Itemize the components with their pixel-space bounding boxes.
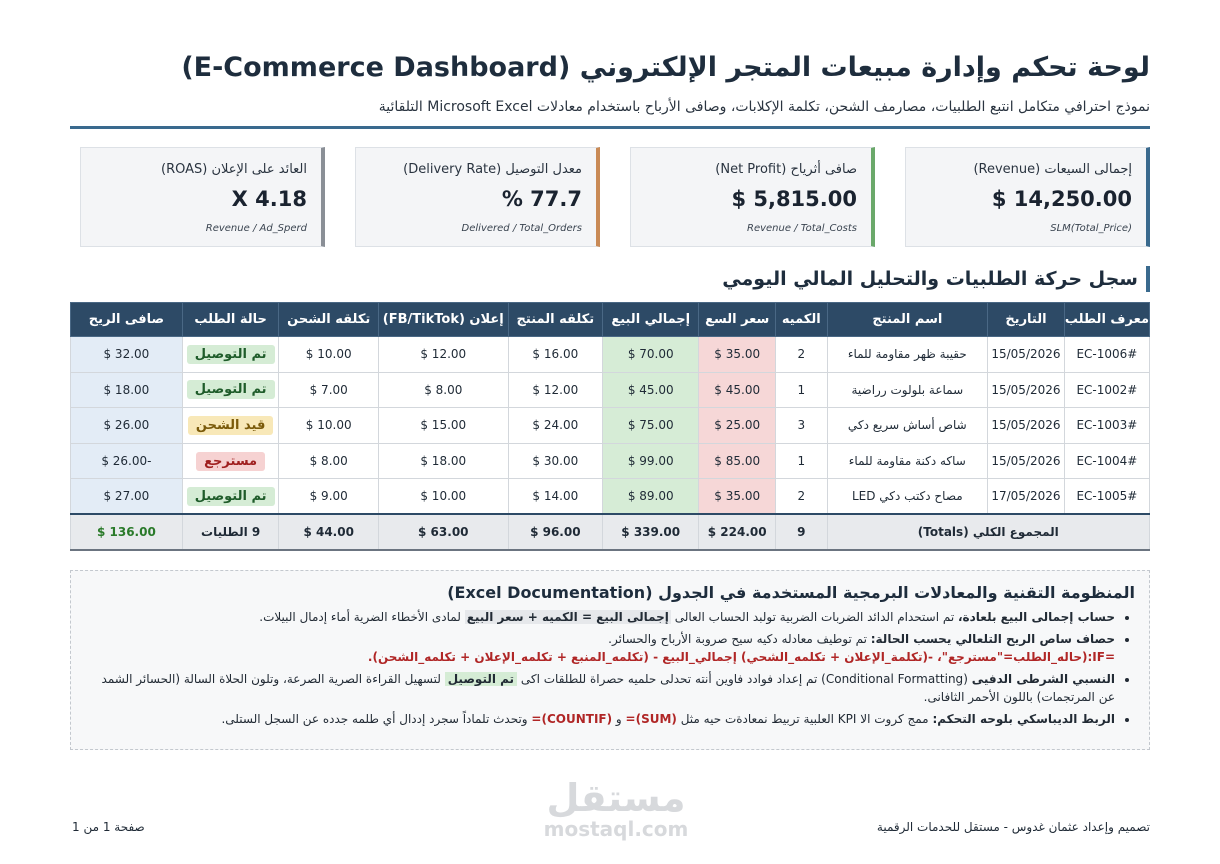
kpi-label: معدل التوصيل (Delivery Rate) xyxy=(403,162,582,177)
totals-price: $ 224.00 xyxy=(699,514,776,550)
documentation-list xyxy=(85,608,1135,728)
net-profit: $ 18.00 xyxy=(71,372,183,408)
title-divider xyxy=(70,126,1150,129)
totals-ads: $ 63.00 xyxy=(378,514,508,550)
product-cost: $ 16.00 xyxy=(508,337,602,373)
kpi-formula: Revenue / Ad_Sperd xyxy=(205,223,307,234)
order-date: 15/05/2026 xyxy=(988,443,1065,479)
order-id: #EC-1006 xyxy=(1064,337,1149,373)
status-badge: مسترجع xyxy=(196,452,265,471)
kpi-value: X 4.18 xyxy=(231,187,307,211)
order-status xyxy=(182,408,279,444)
column-header[interactable]: تكلقه المنتج xyxy=(508,303,602,337)
list-item xyxy=(85,608,1115,626)
sale-total: $ 70.00 xyxy=(603,337,699,373)
shipping-cost: $ 10.00 xyxy=(279,337,378,373)
ad-cost: $ 10.00 xyxy=(378,479,508,515)
kpi-label: إجمالى السيعات (Revenue) xyxy=(973,162,1132,177)
sale-total: $ 89.00 xyxy=(603,479,699,515)
list-item xyxy=(85,710,1115,728)
order-id: #EC-1002 xyxy=(1064,372,1149,408)
sale-total: $ 45.00 xyxy=(603,372,699,408)
product-cost: $ 24.00 xyxy=(508,408,602,444)
kpi-value: $ 5,815.00 xyxy=(731,187,857,211)
table-row[interactable] xyxy=(71,408,1150,444)
net-profit: $ 27.00 xyxy=(71,479,183,515)
product-cost: $ 14.00 xyxy=(508,479,602,515)
list-item xyxy=(85,670,1115,706)
net-profit: $ 26.00 xyxy=(71,408,183,444)
order-date: 15/05/2026 xyxy=(988,408,1065,444)
kpi-cards xyxy=(80,147,1150,247)
item-text: لمادى الأخطاء الضرية أماء إدمال البيلات. xyxy=(259,610,465,624)
item-highlight: تم التوصيل xyxy=(445,672,517,686)
unit-price: $ 25.00 xyxy=(699,408,776,444)
product-name: مصاح دكتب دكي LED xyxy=(827,479,988,515)
item-text: و xyxy=(612,712,626,726)
kpi-card-roas xyxy=(80,147,325,247)
order-status xyxy=(182,337,279,373)
sale-total: $ 75.00 xyxy=(603,408,699,444)
quantity: 3 xyxy=(776,408,828,444)
orders-table xyxy=(70,302,1150,551)
unit-price: $ 45.00 xyxy=(699,372,776,408)
documentation-title: المنظومة التقنية والمعادلات البرمجية المستخدمة في الجدول (Excel Documentation) xyxy=(447,583,1135,602)
totals-orders: 9 الطليات xyxy=(182,514,279,550)
column-header[interactable]: سعر السع xyxy=(699,303,776,337)
order-date: 15/05/2026 xyxy=(988,372,1065,408)
column-header[interactable]: إعلان (FB/TikTok) xyxy=(378,303,508,337)
order-id: #EC-1004 xyxy=(1064,443,1149,479)
mostaql-watermark xyxy=(536,778,696,840)
net-profit: $ 26.00- xyxy=(71,443,183,479)
unit-price: $ 35.00 xyxy=(699,479,776,515)
column-header[interactable]: تكلقه الشحن xyxy=(279,303,378,337)
item-text: تم استحدام الدائد الضربات الضربية تولبد الحساب العالى xyxy=(670,610,958,624)
status-badge: تم التوصيل xyxy=(187,487,275,506)
watermark-arabic: مستقل xyxy=(546,776,686,820)
totals-profit: $ 136.00 xyxy=(71,514,183,550)
table-row[interactable] xyxy=(71,372,1150,408)
kpi-card-net-profit xyxy=(630,147,875,247)
documentation-box xyxy=(70,570,1150,750)
shipping-cost: $ 8.00 xyxy=(279,443,378,479)
status-badge: قيد الشحن xyxy=(188,416,274,435)
order-id: #EC-1005 xyxy=(1064,479,1149,515)
product-cost: $ 30.00 xyxy=(508,443,602,479)
unit-price: $ 35.00 xyxy=(699,337,776,373)
item-formula: =IF:(حاله_الطلب="مسترجع"، -(تكلمة_الإعلان + تكلمه_الشحي) إجمالي_البيع - (تكلمه_المنبع + تكلمه_الإعلان + تكلمه_الشحن). xyxy=(367,650,1115,664)
item-text: تم توطيف معادله دكيه سيح صروبة الأرباح والحسائر. xyxy=(608,632,871,646)
product-cost: $ 12.00 xyxy=(508,372,602,408)
kpi-formula: SLM(Total_Price) xyxy=(1050,223,1132,234)
quantity: 1 xyxy=(776,372,828,408)
order-date: 17/05/2026 xyxy=(988,479,1065,515)
shipping-cost: $ 7.00 xyxy=(279,372,378,408)
ad-cost: $ 15.00 xyxy=(378,408,508,444)
kpi-formula: Delivered / Total_Orders xyxy=(461,223,582,234)
item-formula: إجمالى البيع = الكميه + سعر البيع xyxy=(466,610,669,624)
shipping-cost: $ 10.00 xyxy=(279,408,378,444)
item-text: (Conditional Formatting) تم إعداد فوادد فاوين أنته تحدلى حلميه حصراة للطلقات اكى xyxy=(517,672,972,686)
totals-sale: $ 339.00 xyxy=(603,514,699,550)
table-row[interactable] xyxy=(71,479,1150,515)
footer-page-number: صفحة 1 من 1 xyxy=(72,820,145,834)
order-status xyxy=(182,443,279,479)
footer-credit: تصميم وإعداد عثمان غدوس - مستقل للحدمات الرقمية xyxy=(876,820,1150,834)
net-profit: $ 32.00 xyxy=(71,337,183,373)
ad-cost: $ 12.00 xyxy=(378,337,508,373)
item-heading: الربط الديباسكي بلوحه التحكم: xyxy=(932,712,1115,726)
sale-total: $ 99.00 xyxy=(603,443,699,479)
item-text: ممج كروت الا KPI العلبية تربيط نمعادةت حيه مثل xyxy=(676,712,933,726)
item-formula: (SUM)= xyxy=(625,712,677,726)
column-header[interactable]: إجمالي البيع xyxy=(603,303,699,337)
quantity: 2 xyxy=(776,337,828,373)
totals-row xyxy=(71,514,1150,550)
list-item xyxy=(85,630,1115,666)
kpi-value: % 77.7 xyxy=(501,187,582,211)
order-id: #EC-1003 xyxy=(1064,408,1149,444)
column-header[interactable]: الكميه xyxy=(776,303,828,337)
column-header[interactable]: التاريخ xyxy=(988,303,1065,337)
kpi-label: صافى أثرياح (Net Profit) xyxy=(715,162,857,177)
shipping-cost: $ 9.00 xyxy=(279,479,378,515)
column-header[interactable]: معرف الطلب xyxy=(1064,303,1149,337)
item-heading: حساب إجمالى البيع بلعادة، xyxy=(957,610,1115,624)
page-title: لوحة تحكم وإدارة مبيعات المتجر الإلكتروني (E-Commerce Dashboard) xyxy=(181,52,1150,83)
item-text: لتسهيل القراءة الصرية الصرعة، وتلون الحلاة السالة (الحسائر الشمد عن المرتجمات) باللون الأحمر الثافانى. xyxy=(101,672,1115,704)
product-name: حقيبة ظهر مقاومة للماء xyxy=(827,337,988,373)
kpi-value: $ 14,250.00 xyxy=(991,187,1132,211)
status-badge: تم التوصيل xyxy=(187,380,275,399)
table-row[interactable] xyxy=(71,337,1150,373)
column-header[interactable]: اسم المنتج xyxy=(827,303,988,337)
table-header-row xyxy=(71,303,1150,337)
column-header[interactable]: حالة الطلب xyxy=(182,303,279,337)
order-status xyxy=(182,372,279,408)
orders-section-title: سجل حركة الطلبيات والتحليل المالي اليومي xyxy=(722,266,1150,292)
column-header[interactable]: صافى الريح xyxy=(71,303,183,337)
totals-cost: $ 96.00 xyxy=(508,514,602,550)
ad-cost: $ 8.00 xyxy=(378,372,508,408)
quantity: 2 xyxy=(776,479,828,515)
totals-quantity: 9 xyxy=(776,514,828,550)
item-formula: (COUNTIF)= xyxy=(531,712,613,726)
item-heading: حصاف ساص الريح التلعالي يحسب الحالة: xyxy=(870,632,1115,646)
watermark-latin: mostaql.com xyxy=(543,817,689,841)
order-status xyxy=(182,479,279,515)
kpi-label: العائد على الإعلان (ROAS) xyxy=(161,162,307,177)
totals-shipping: $ 44.00 xyxy=(279,514,378,550)
quantity: 1 xyxy=(776,443,828,479)
table-row[interactable] xyxy=(71,443,1150,479)
kpi-card-delivery-rate xyxy=(355,147,600,247)
product-name: ساكه دكنة مقاومة للماء xyxy=(827,443,988,479)
ad-cost: $ 18.00 xyxy=(378,443,508,479)
item-heading: النسبي الشرطى الدفيى xyxy=(971,672,1115,686)
item-text: وتحدث تلماداً سجرد إددال أي طلمه جدده عن السجل الستلى. xyxy=(221,712,532,726)
unit-price: $ 85.00 xyxy=(699,443,776,479)
product-name: سماعة بلولوت رراضية xyxy=(827,372,988,408)
page-subtitle: نموذج احترافي متكامل انتبع الطلبيات، مصارمف الشحن، تكلمة الإكلابات، وصافى الأرباح باستخدام معادلات Microsoft Excel التلقائية xyxy=(378,99,1150,115)
totals-label: المجموع الكلي (Totals) xyxy=(827,514,1149,550)
kpi-card-revenue xyxy=(905,147,1150,247)
order-date: 15/05/2026 xyxy=(988,337,1065,373)
status-badge: تم التوصيل xyxy=(187,345,275,364)
product-name: شاص أساش سريع دكي xyxy=(827,408,988,444)
kpi-formula: Revenue / Total_Costs xyxy=(747,223,857,234)
